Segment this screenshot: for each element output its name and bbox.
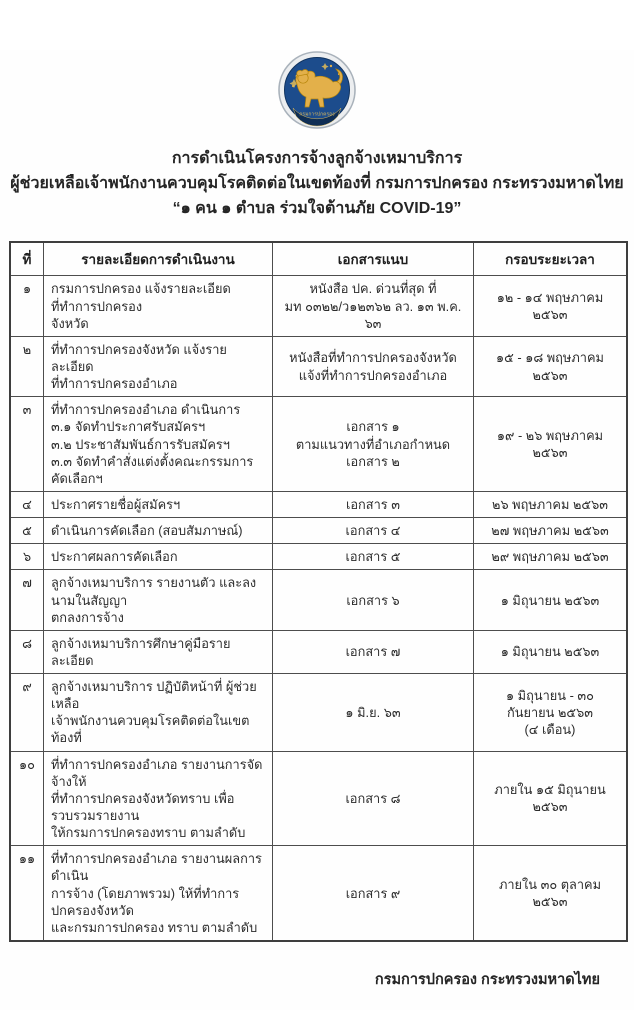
singha-emblem-icon bbox=[277, 50, 357, 130]
document-title bbox=[0, 147, 634, 221]
title-line-3: “๑ คน ๑ ตำบล ร่วมใจต้านภัย COVID-19” bbox=[172, 199, 462, 217]
cell-detail: ลูกจ้างเหมาบริการ รายงานตัว และลงนามในสัญญา ตกลงการจ้าง bbox=[44, 570, 273, 630]
cell-detail: ประกาศรายชื่อผู้สมัครฯ bbox=[44, 491, 273, 517]
cell-no: ๔ bbox=[10, 491, 44, 517]
table-row bbox=[10, 544, 627, 570]
cell-no: ๕ bbox=[10, 518, 44, 544]
title-line-2: ผู้ช่วยเหลือเจ้าพนักงานควบคุมโรคติดต่อในเขตท้องที่ กรมการปกครอง กระทรวงมหาดไทย bbox=[10, 174, 624, 192]
cell-timeframe: ๑๕ - ๑๘ พฤษภาคม ๒๕๖๓ bbox=[474, 336, 628, 396]
table-row bbox=[10, 276, 627, 336]
table-row bbox=[10, 751, 627, 846]
cell-attachment: เอกสาร ๕ bbox=[273, 544, 474, 570]
cell-detail: ที่ทำการปกครองอำเภอ ดำเนินการ ๓.๑ จัดทำประกาศรับสมัครฯ ๓.๒ ประชาสัมพันธ์การรับสมัครฯ ๓.๓ จัดทำคำสั่งแต่งตั้งคณะกรรมการคัดเลือกฯ bbox=[44, 397, 273, 492]
cell-timeframe: ๒๖ พฤษภาคม ๒๕๖๓ bbox=[474, 491, 628, 517]
cell-timeframe: ๒๙ พฤษภาคม ๒๕๖๓ bbox=[474, 544, 628, 570]
cell-no: ๑ bbox=[10, 276, 44, 336]
header-timeframe: กรอบระยะเวลา bbox=[474, 242, 628, 276]
cell-attachment: เอกสาร ๙ bbox=[273, 846, 474, 941]
cell-timeframe: ๑ มิถุนายน - ๓๐ กันยายน ๒๕๖๓ (๔ เดือน) bbox=[474, 674, 628, 752]
table-row bbox=[10, 846, 627, 941]
cell-no: ๒ bbox=[10, 336, 44, 396]
cell-no: ๘ bbox=[10, 630, 44, 673]
operation-plan-table bbox=[9, 241, 628, 942]
table-row bbox=[10, 518, 627, 544]
cell-detail: ลูกจ้างเหมาบริการศึกษาคู่มือรายละเอียด bbox=[44, 630, 273, 673]
cell-timeframe: ๑๙ - ๒๖ พฤษภาคม ๒๕๖๓ bbox=[474, 397, 628, 492]
cell-no: ๑๑ bbox=[10, 846, 44, 941]
cell-detail: ที่ทำการปกครองอำเภอ รายงานผลการดำเนิน การจ้าง (โดยภาพรวม) ให้ที่ทำการปกครองจังหวัด และกรมการปกครอง ทราบ ตามลำดับ bbox=[44, 846, 273, 941]
cell-detail: กรมการปกครอง แจ้งรายละเอียดที่ทำการปกครอง จังหวัด bbox=[44, 276, 273, 336]
footer-signature: กรมการปกครอง กระทรวงมหาดไทย bbox=[374, 972, 600, 989]
cell-timeframe: ๑ มิถุนายน ๒๕๖๓ bbox=[474, 570, 628, 630]
cell-attachment: ๑ มิ.ย. ๖๓ bbox=[273, 674, 474, 752]
header-no: ที่ bbox=[10, 242, 44, 276]
table-row bbox=[10, 630, 627, 673]
cell-detail: ลูกจ้างเหมาบริการ ปฏิบัติหน้าที่ ผู้ช่วยเหลือ เจ้าพนักงานควบคุมโรคติดต่อในเขตท้องที่ bbox=[44, 674, 273, 752]
cell-detail: ที่ทำการปกครองอำเภอ รายงานการจัดจ้างให้ ที่ทำการปกครองจังหวัดทราบ เพื่อรวบรวมรายงาน ให้กรมการปกครองทราบ ตามลำดับ bbox=[44, 751, 273, 846]
table-row bbox=[10, 570, 627, 630]
cell-attachment: เอกสาร ๗ bbox=[273, 630, 474, 673]
cell-attachment: เอกสาร ๖ bbox=[273, 570, 474, 630]
cell-timeframe: ๒๗ พฤษภาคม ๒๕๖๓ bbox=[474, 518, 628, 544]
cell-timeframe: ๑๒ - ๑๔ พฤษภาคม ๒๕๖๓ bbox=[474, 276, 628, 336]
department-emblem bbox=[277, 50, 357, 135]
cell-no: ๑๐ bbox=[10, 751, 44, 846]
cell-no: ๗ bbox=[10, 570, 44, 630]
table-body bbox=[10, 276, 627, 941]
table-row bbox=[10, 336, 627, 396]
header-attachment: เอกสารแนบ bbox=[273, 242, 474, 276]
cell-detail: ที่ทำการปกครองจังหวัด แจ้งรายละเอียด ที่ทำการปกครองอำเภอ bbox=[44, 336, 273, 396]
title-line-1: การดำเนินโครงการจ้างลูกจ้างเหมาบริการ bbox=[171, 150, 463, 167]
cell-timeframe: ๑ มิถุนายน ๒๕๖๓ bbox=[474, 630, 628, 673]
cell-no: ๖ bbox=[10, 544, 44, 570]
table-row bbox=[10, 491, 627, 517]
cell-attachment: เอกสาร ๑ ตามแนวทางที่อำเภอกำหนด เอกสาร ๒ bbox=[273, 397, 474, 492]
cell-no: ๓ bbox=[10, 397, 44, 492]
cell-attachment: หนังสือที่ทำการปกครองจังหวัด แจ้งที่ทำการปกครองอำเภอ bbox=[273, 336, 474, 396]
emblem-banner-text: กรมการปกครอง bbox=[299, 111, 335, 118]
table-row bbox=[10, 674, 627, 752]
cell-attachment: เอกสาร ๘ bbox=[273, 751, 474, 846]
cell-detail: ดำเนินการคัดเลือก (สอบสัมภาษณ์) bbox=[44, 518, 273, 544]
table-row bbox=[10, 397, 627, 492]
cell-detail: ประกาศผลการคัดเลือก bbox=[44, 544, 273, 570]
table-header-row bbox=[10, 242, 627, 276]
cell-timeframe: ภายใน ๓๐ ตุลาคม ๒๕๖๓ bbox=[474, 846, 628, 941]
cell-no: ๙ bbox=[10, 674, 44, 752]
cell-attachment: เอกสาร ๓ bbox=[273, 491, 474, 517]
cell-timeframe: ภายใน ๑๕ มิถุนายน ๒๕๖๓ bbox=[474, 751, 628, 846]
document-page bbox=[0, 50, 634, 1010]
cell-attachment: หนังสือ ปค. ด่วนที่สุด ที่ มท ๐๓๒๒/ว๑๒๓๖๒ ลว. ๑๓ พ.ค. ๖๓ bbox=[273, 276, 474, 336]
header-detail: รายละเอียดการดำเนินงาน bbox=[44, 242, 273, 276]
cell-attachment: เอกสาร ๔ bbox=[273, 518, 474, 544]
